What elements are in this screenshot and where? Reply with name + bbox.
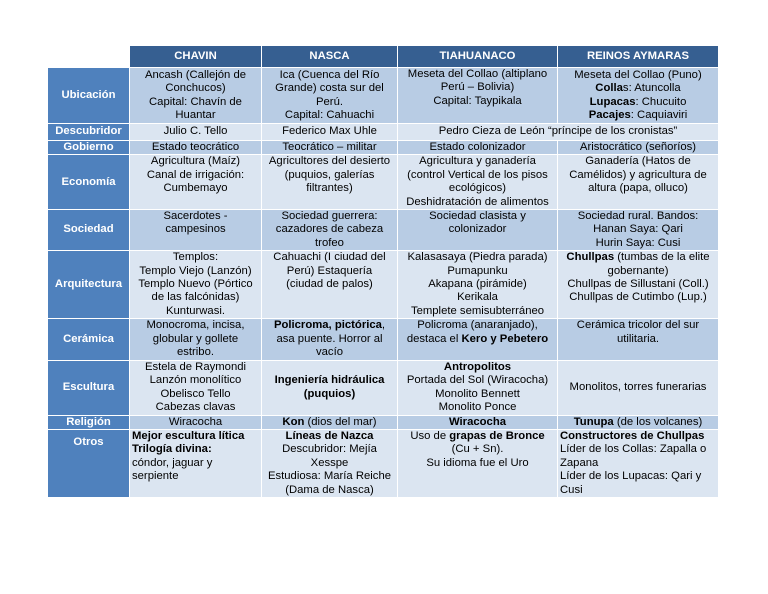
text-line: Kalasasaya (Piedra parada) [407, 251, 548, 264]
row-ceramica [48, 319, 719, 360]
text-line: Monolito Bennett [435, 387, 520, 400]
text-line: (Cu + Sn). [451, 443, 504, 456]
text-line: Capital: Chavín de [149, 95, 242, 108]
text-line: Pumapunku [447, 264, 508, 277]
text-line: Agricultores del desierto [268, 155, 391, 168]
text-line: Sacerdotes - [163, 210, 228, 223]
row-label-otros: Otros [48, 429, 130, 497]
ubicacion-nasca [262, 68, 398, 124]
text-line: Líneas de Nazca [285, 429, 374, 442]
header-chavin: CHAVIN [130, 46, 262, 68]
text-line: Policroma (anaranjado), [417, 319, 538, 332]
ubicacion-aymaras [558, 68, 719, 124]
bold-text: Lupacas [589, 95, 636, 108]
text-line: campesinos [165, 223, 226, 236]
sociedad-nasca [262, 210, 398, 251]
text: (dios del mar) [304, 415, 377, 428]
bold-text: Tunupa [573, 415, 614, 428]
text-line: Cusi [560, 483, 583, 496]
bold-text: Kero y Pebetero [461, 332, 549, 345]
text-line: Cerámica tricolor del sur [576, 319, 700, 332]
row-escultura [48, 360, 719, 415]
text-line: filtrantes) [306, 182, 353, 195]
text-line: (control Vertical de los pisos [407, 168, 548, 181]
otros-tiahuanaco [398, 429, 558, 497]
text-line: Trilogía divina: [132, 443, 212, 456]
text-line: altura (papa, olluco) [588, 182, 688, 195]
arquitectura-chavin [130, 251, 262, 319]
text-line: (puquios, galerías [284, 168, 375, 181]
text-line: cóndor, jaguar y [132, 456, 213, 469]
text-line: Mejor escultura lítica [132, 429, 245, 442]
ceramica-tiahuanaco [398, 319, 558, 360]
bold-text: Policroma, pictórica [273, 319, 382, 332]
text-line: Capital: Taypikala [433, 94, 522, 107]
text-line: Kunturwasi. [165, 304, 226, 317]
text-line [560, 251, 716, 264]
text-line: Estudiosa: María Reiche [267, 470, 392, 483]
text-line: Sociedad clasista y [429, 210, 526, 223]
header-tiahuanaco: TIAHUANACO [398, 46, 558, 68]
descubridor-tiahuanaco-aymaras: Pedro Cieza de León “príncipe de los cronistas” [398, 124, 719, 141]
text-line: Hanan Saya: Qari [593, 223, 683, 236]
text: : Caquiaviri [630, 108, 688, 121]
text-line: Meseta del Collao (altiplano [407, 68, 548, 80]
row-label-gobierno: Gobierno [48, 141, 130, 155]
row-label-descubridor: Descubridor [48, 124, 130, 141]
text-line: serpiente [132, 470, 179, 483]
text-line: utilitaria. [616, 332, 660, 345]
text-line: Ancash (Callejón de [144, 68, 247, 81]
religion-chavin: Wiracocha [130, 415, 262, 429]
text-line: Chullpas de Sillustani (Coll.) [567, 278, 709, 291]
text-line: Templete semisubterráneo [410, 304, 545, 317]
text-line: Chullpas de Cutimbo (Lup.) [569, 291, 707, 304]
text-line: Canal de irrigación: [146, 168, 245, 181]
ceramica-nasca [262, 319, 398, 360]
text-line: Huantar [175, 108, 216, 121]
escultura-nasca [262, 360, 398, 415]
text-line: Obelisco Tello [160, 387, 231, 400]
escultura-aymaras [558, 360, 719, 415]
text-line: ecológicos) [448, 182, 507, 195]
row-ubicacion [48, 68, 719, 124]
text-line: Zapana [560, 456, 599, 469]
row-label-economia: Economía [48, 155, 130, 210]
otros-chavin [130, 429, 262, 497]
arquitectura-nasca [262, 251, 398, 319]
text-line: Sociedad rural. Bandos: [577, 210, 699, 223]
text: , [381, 319, 386, 332]
economia-tiahuanaco [398, 155, 558, 210]
text: Uso de [410, 429, 450, 442]
text: s: Atuncolla [622, 82, 681, 95]
row-sociedad [48, 210, 719, 251]
text-line: Perú – Bolivia) [440, 81, 515, 94]
text-line [560, 109, 716, 122]
row-otros [48, 429, 719, 497]
text-line: Templos: [172, 251, 219, 264]
arquitectura-tiahuanaco [398, 251, 558, 319]
text-line: Akapana (pirámide) [428, 278, 527, 291]
header-nasca: NASCA [262, 46, 398, 68]
text-line: Perú) Estaquería [286, 264, 373, 277]
text-line: Monolito Ponce [438, 400, 517, 413]
text-line: Hurin Saya: Cusi [595, 236, 681, 249]
text-line: Ganadería (Hatos de [585, 155, 691, 168]
gobierno-nasca: Teocrático – militar [262, 141, 398, 155]
text-line: Sociedad guerrera: [281, 210, 378, 223]
text-line [560, 82, 716, 95]
text-line: Cumbemayo [163, 182, 228, 195]
text-line: Xesspe [310, 456, 349, 469]
text-line: cazadores de cabeza [275, 223, 384, 236]
economia-nasca [262, 155, 398, 210]
text-line: colonizador [448, 223, 507, 236]
row-label-ceramica: Cerámica [48, 319, 130, 360]
descubridor-chavin: Julio C. Tello [130, 124, 262, 141]
bold-text: grapas de Bronce [449, 429, 545, 442]
otros-nasca [262, 429, 398, 497]
text-line: Templo Viejo (Lanzón) [139, 264, 252, 277]
religion-aymaras [558, 415, 719, 429]
sociedad-chavin [130, 210, 262, 251]
text-line: Monolitos, torres funerarias [569, 380, 707, 393]
comparison-table [47, 45, 719, 498]
otros-aymaras [558, 429, 719, 497]
row-religion [48, 415, 719, 429]
text-line: Su idioma fue el Uro [426, 456, 529, 469]
ubicacion-tiahuanaco [398, 68, 558, 124]
text: : Chucuito [635, 95, 687, 108]
row-label-arquitectura: Arquitectura [48, 251, 130, 319]
text-line: gobernante) [607, 264, 669, 277]
header-corner [48, 46, 130, 68]
escultura-chavin [130, 360, 262, 415]
economia-aymaras [558, 155, 719, 210]
text-line: Estela de Raymondi [144, 360, 247, 373]
text-line: Perú. [315, 95, 343, 108]
gobierno-aymaras: Aristocrático (señoríos) [558, 141, 719, 155]
text-line: globular y gollete [152, 332, 239, 345]
text-line [400, 430, 555, 443]
ubicacion-chavin [130, 68, 262, 124]
header-reinos-aymaras: REINOS AYMARAS [558, 46, 719, 68]
sociedad-aymaras [558, 210, 719, 251]
text-line: (Dama de Nasca) [285, 483, 374, 496]
row-arquitectura [48, 251, 719, 319]
text-line: Deshidratación de alimentos [406, 195, 549, 208]
gobierno-tiahuanaco: Estado colonizador [398, 141, 558, 155]
row-descubridor [48, 124, 719, 141]
text-line: Camélidos) y agricultura de [569, 168, 707, 181]
text-line: Cabezas clavas [155, 400, 236, 413]
sociedad-tiahuanaco [398, 210, 558, 251]
bold-text: Kon [282, 415, 305, 428]
text-line: Ingeniería hidráulica [274, 374, 385, 387]
text-line: Conchucos) [165, 82, 226, 95]
arquitectura-aymaras [558, 251, 719, 319]
text: (de los volcanes) [613, 415, 703, 428]
text-line: Grande) costa sur del [275, 82, 384, 95]
row-economia [48, 155, 719, 210]
row-label-religion: Religión [48, 415, 130, 429]
text-line: Agricultura (Maíz) [150, 155, 241, 168]
descubridor-nasca: Federico Max Uhle [262, 124, 398, 141]
escultura-tiahuanaco [398, 360, 558, 415]
text-line: Monocroma, incisa, [146, 319, 245, 332]
bold-text: Pacajes [588, 108, 631, 121]
ceramica-aymaras [558, 319, 719, 360]
text-line: Constructores de Chullpas [560, 429, 705, 442]
text-line [264, 319, 395, 332]
text-line: Meseta del Collao (Puno) [574, 68, 702, 81]
text-line: de las falcónidas) [151, 291, 240, 304]
text-line: Cahuachi (I ciudad del [273, 251, 386, 264]
text-line: Portada del Sol (Wiracocha) [406, 374, 549, 387]
text-line: Templo Nuevo (Pórtico [138, 278, 253, 291]
row-label-sociedad: Sociedad [48, 210, 130, 251]
text-line: Kerikala [457, 291, 498, 304]
religion-tiahuanaco: Wiracocha [398, 415, 558, 429]
text-line [400, 333, 555, 346]
gobierno-chavin: Estado teocrático [130, 141, 262, 155]
bold-text: Chullpas [566, 251, 615, 264]
text-line: Descubridor: Mejía [282, 443, 377, 456]
text-line: Lanzón monolítico [149, 374, 242, 387]
row-gobierno [48, 141, 719, 155]
economia-chavin [130, 155, 262, 210]
text-line: Líder de los Collas: Zapalla o [560, 443, 707, 456]
text-line: Ica (Cuenca del Río [279, 68, 380, 81]
row-label-escultura: Escultura [48, 360, 130, 415]
text-line: Agricultura y ganadería [419, 155, 536, 168]
text-line: (ciudad de palos) [286, 278, 373, 291]
text: destaca el [406, 332, 462, 345]
text-line: Antropolitos [443, 360, 512, 373]
text-line: Capital: Cahuachi [284, 108, 375, 121]
text-line: asa puente. Horror al [276, 332, 383, 345]
text-line: vacío [315, 346, 343, 359]
row-label-ubicacion: Ubicación [48, 68, 130, 124]
text-line: (puquios) [303, 387, 356, 400]
text-line: trofeo [315, 236, 344, 249]
text-line: Líder de los Lupacas: Qari y [560, 470, 702, 483]
text-line [560, 96, 716, 109]
bold-text: Colla [595, 82, 623, 95]
ceramica-chavin [130, 319, 262, 360]
header-row [48, 46, 719, 68]
text-line: estribo. [176, 346, 215, 359]
text: (tumbas de la elite [614, 251, 710, 264]
religion-nasca [262, 415, 398, 429]
